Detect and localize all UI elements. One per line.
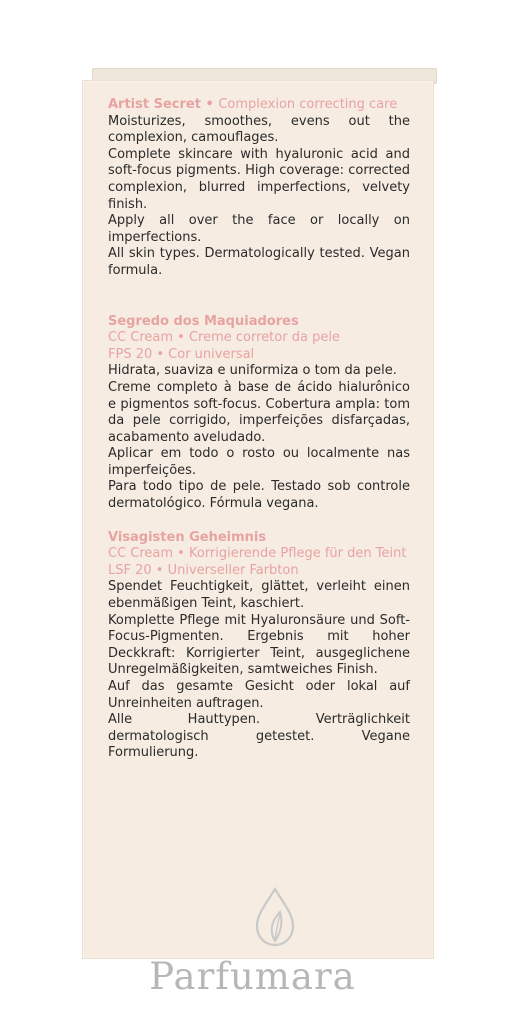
- de-line-2: Komplette Pflege mit Hyaluronsäure und Soft-Focus-Pigmenten. Ergebnis mit hoher Deckkraft: Korrigierter Teint, ausgeglichene Unregelmäßigkeiten, samtweiches Finish.: [108, 612, 410, 678]
- pt-heading-3: FPS 20 • Cor universal: [108, 346, 255, 362]
- product-text-panel: [108, 97, 410, 762]
- de-heading-3: LSF 20 • Universeller Farbton: [108, 562, 299, 578]
- en-heading: [108, 97, 410, 114]
- en-heading-brand: Artist Secret: [108, 97, 201, 112]
- watermark-brand: Parfumara: [149, 955, 356, 998]
- pt-line-4: Para todo tipo de pele. Testado sob controle dermatológico. Fórmula vegana.: [108, 479, 410, 512]
- en-line-4: All skin types. Dermatologically tested. Vegan formula.: [108, 246, 410, 278]
- de-line-3: Auf das gesamte Gesicht oder lokal auf Unreinheiten auftragen.: [108, 679, 410, 711]
- section-gap: [108, 513, 410, 530]
- de-heading-2: CC Cream • Korrigierende Pflege für den Teint: [108, 546, 407, 562]
- de-line-4: Alle Hauttypen. Verträglichkeit dermatologisch getestet. Vegane Formulierung.: [108, 712, 410, 761]
- drop-leaf-icon: [252, 886, 298, 948]
- en-line-3: Apply all over the face or locally on imperfections.: [108, 213, 410, 245]
- section-gap: [108, 280, 410, 297]
- en-line-2: Complete skincare with hyaluronic acid and soft-focus pigments. High coverage: corrected complexion, blurred imperfections, velvety finish.: [108, 146, 410, 212]
- en-line-1: Moisturizes, smoothes, evens out the complexion, camouflages.: [108, 113, 410, 146]
- pt-line-3: Aplicar em todo o rosto ou localmente nas imperfeições.: [108, 446, 410, 478]
- pt-heading-1: Segredo dos Maquiadores: [108, 313, 299, 329]
- pt-heading-2: CC Cream • Creme corretor da pele: [108, 330, 340, 346]
- en-heading-subtitle: Complexion correcting care: [218, 97, 398, 112]
- de-heading-1: Visagisten Geheimnis: [108, 529, 267, 545]
- en-heading-separator: •: [200, 97, 219, 112]
- section-gap: [108, 297, 410, 314]
- de-line-1: Spendet Feuchtigkeit, glättet, verleiht einen ebenmäßigen Teint, kaschiert.: [108, 579, 410, 612]
- pt-line-2: Creme completo à base de ácido hialurônico e pigmentos soft-focus. Cobertura ampla: tom da pele corrigido, imperfeições disfarçadas, acabamento aveludado.: [108, 379, 410, 445]
- pt-line-1: Hidrata, suaviza e uniformiza o tom da pele.: [108, 363, 397, 379]
